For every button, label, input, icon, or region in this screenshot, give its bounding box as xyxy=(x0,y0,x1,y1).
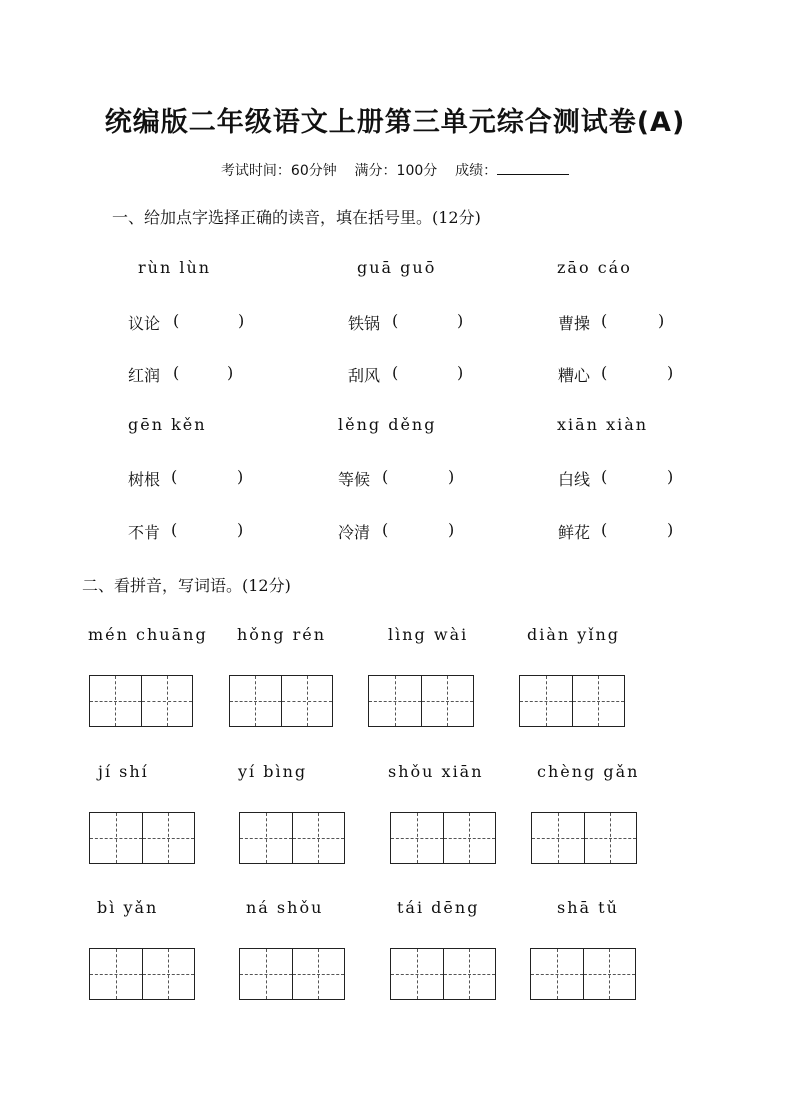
pinyin-prompt: bì yǎn xyxy=(97,898,159,917)
grid-cell[interactable] xyxy=(531,949,584,999)
pinyin-option: gēn kěn xyxy=(128,415,207,434)
grid-cell[interactable] xyxy=(444,949,496,999)
pinyin-option: xiān xiàn xyxy=(557,415,649,434)
word-text: 曹操 xyxy=(558,314,591,333)
writing-grid[interactable] xyxy=(229,675,333,727)
answer-paren-close: ) xyxy=(457,311,464,330)
word-item xyxy=(128,311,160,334)
writing-grid[interactable] xyxy=(239,948,345,1000)
word-text: 红润 xyxy=(128,366,161,385)
word-text: 树根 xyxy=(128,470,161,489)
word-item xyxy=(558,363,590,386)
answer-paren-open: ( xyxy=(173,363,180,382)
answer-paren-close: ) xyxy=(667,363,674,382)
writing-grid[interactable] xyxy=(530,948,636,1000)
grid-cell[interactable] xyxy=(90,949,143,999)
pinyin-prompt: shā tǔ xyxy=(557,898,619,917)
exam-info xyxy=(0,160,790,180)
exam-time: 考试时间：60分钟 xyxy=(220,163,337,179)
pinyin-prompt: lìng wài xyxy=(388,625,469,644)
answer-paren-open: ( xyxy=(171,520,178,539)
pinyin-prompt: hǒng rén xyxy=(237,625,326,644)
section1-heading: 一、给加点字选择正确的读音，填在括号里。(12分) xyxy=(112,208,481,227)
writing-grid[interactable] xyxy=(390,812,496,864)
word-item xyxy=(128,363,160,386)
pinyin-prompt: shǒu xiān xyxy=(388,762,484,781)
writing-grid[interactable] xyxy=(89,948,195,1000)
grid-cell[interactable] xyxy=(391,949,444,999)
writing-grid[interactable] xyxy=(89,675,193,727)
result-blank[interactable] xyxy=(497,162,569,175)
pinyin-prompt: ná shǒu xyxy=(246,898,324,917)
word-text: 冷清 xyxy=(338,523,371,542)
grid-cell[interactable] xyxy=(532,813,585,863)
word-item xyxy=(558,311,590,334)
writing-grid[interactable] xyxy=(239,812,345,864)
answer-paren-close: ) xyxy=(227,363,234,382)
word-text: 鲜花 xyxy=(558,523,591,542)
answer-paren-open: ( xyxy=(601,467,608,486)
pinyin-prompt: jí shí xyxy=(98,762,149,781)
answer-paren-open: ( xyxy=(382,467,389,486)
grid-cell[interactable] xyxy=(240,949,293,999)
section2-heading: 二、看拼音，写词语。(12分) xyxy=(82,576,291,595)
answer-paren-open: ( xyxy=(392,311,399,330)
writing-grid[interactable] xyxy=(519,675,625,727)
answer-paren-close: ) xyxy=(237,467,244,486)
answer-paren-close: ) xyxy=(667,520,674,539)
grid-cell[interactable] xyxy=(585,813,637,863)
grid-cell[interactable] xyxy=(240,813,293,863)
pinyin-prompt: diàn yǐng xyxy=(527,625,620,644)
word-text: 议论 xyxy=(128,314,161,333)
word-text: 不肯 xyxy=(128,523,161,542)
answer-paren-close: ) xyxy=(448,467,455,486)
word-item xyxy=(338,520,370,543)
answer-paren-open: ( xyxy=(171,467,178,486)
pinyin-option: lěng děng xyxy=(338,415,437,434)
answer-paren-open: ( xyxy=(601,520,608,539)
grid-cell[interactable] xyxy=(293,813,345,863)
exam-score: 满分：100分 xyxy=(354,163,438,179)
pinyin-option: zāo cáo xyxy=(557,258,632,277)
answer-paren-close: ) xyxy=(448,520,455,539)
word-item xyxy=(128,467,160,490)
answer-paren-open: ( xyxy=(173,311,180,330)
grid-cell[interactable] xyxy=(444,813,496,863)
word-item xyxy=(558,467,590,490)
grid-cell[interactable] xyxy=(293,949,345,999)
grid-cell[interactable] xyxy=(143,813,195,863)
pinyin-prompt: chèng gǎn xyxy=(537,762,640,781)
word-item xyxy=(338,467,370,490)
writing-grid[interactable] xyxy=(390,948,496,1000)
pinyin-option: rùn lùn xyxy=(138,258,212,277)
word-item xyxy=(128,520,160,543)
word-text: 糟心 xyxy=(558,366,591,385)
word-item xyxy=(558,520,590,543)
grid-cell[interactable] xyxy=(90,813,143,863)
grid-cell[interactable] xyxy=(584,949,636,999)
word-text: 铁锅 xyxy=(348,314,381,333)
writing-grid[interactable] xyxy=(89,812,195,864)
answer-paren-open: ( xyxy=(392,363,399,382)
grid-cell[interactable] xyxy=(573,676,625,726)
pinyin-option: guā guō xyxy=(357,258,437,277)
pinyin-prompt: mén chuāng xyxy=(88,625,208,644)
grid-cell[interactable] xyxy=(391,813,444,863)
grid-cell[interactable] xyxy=(369,676,422,726)
word-text: 刮风 xyxy=(348,366,381,385)
grid-cell[interactable] xyxy=(142,676,193,726)
grid-cell[interactable] xyxy=(422,676,474,726)
answer-paren-open: ( xyxy=(601,363,608,382)
exam-result-label: 成绩： xyxy=(455,163,498,179)
word-text: 白线 xyxy=(558,470,591,489)
answer-paren-open: ( xyxy=(601,311,608,330)
grid-cell[interactable] xyxy=(520,676,573,726)
grid-cell[interactable] xyxy=(90,676,142,726)
writing-grid[interactable] xyxy=(531,812,637,864)
page-title: 统编版二年级语文上册第三单元综合测试卷(A) xyxy=(104,107,686,138)
word-item xyxy=(348,311,380,334)
answer-paren-close: ) xyxy=(457,363,464,382)
answer-paren-close: ) xyxy=(667,467,674,486)
pinyin-prompt: yí bìng xyxy=(238,762,308,781)
grid-cell[interactable] xyxy=(143,949,195,999)
answer-paren-open: ( xyxy=(382,520,389,539)
word-item xyxy=(348,363,380,386)
answer-paren-close: ) xyxy=(238,311,245,330)
answer-paren-close: ) xyxy=(658,311,665,330)
grid-cell[interactable] xyxy=(230,676,282,726)
word-text: 等候 xyxy=(338,470,371,489)
writing-grid[interactable] xyxy=(368,675,474,727)
grid-cell[interactable] xyxy=(282,676,333,726)
pinyin-prompt: tái dēng xyxy=(397,898,480,917)
answer-paren-close: ) xyxy=(237,520,244,539)
